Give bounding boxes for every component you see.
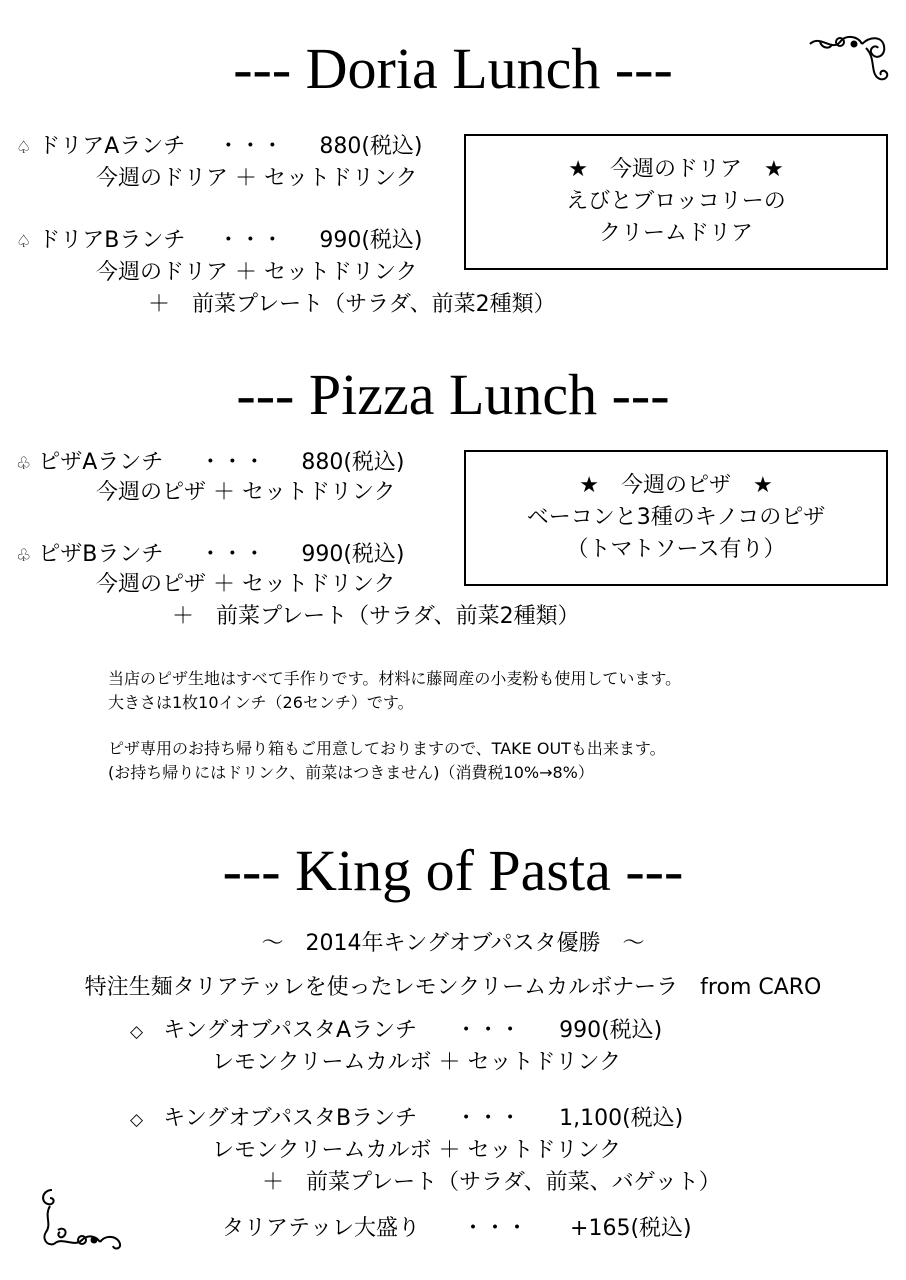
pizza-note: (お持ち帰りにはドリンク、前菜はつきません)（消費税10%→8%） (108, 763, 594, 782)
club-outline-icon: ♧ (16, 454, 32, 474)
item-dots: ・・・ (199, 450, 266, 475)
pasta-item-b-desc-1: レモンクリームカルボ ＋ セットドリンク (212, 1138, 622, 1163)
pasta-item-b (130, 1106, 683, 1132)
special-heading: ★ 今週のドリア ★ (568, 157, 784, 183)
doria-item-b-desc-1: 今週のドリア ＋ セットドリンク (96, 260, 418, 285)
pizza-title: --- Pizza Lunch --- (236, 362, 670, 427)
pizza-note: ピザ専用のお持ち帰り箱もご用意しておりますので、TAKE OUTも出来ます。 (108, 739, 666, 758)
item-price: 1,100(税込) (559, 1106, 684, 1131)
pizza-note: 当店のピザ生地はすべて手作りです。材料に藤岡産の小麦粉も使用しています。 (108, 669, 682, 688)
item-dots: ・・・ (462, 1216, 529, 1241)
special-line: ベーコンと3種のキノコのピザ (526, 505, 826, 531)
item-name: ピザAランチ (38, 450, 164, 475)
pasta-item-a-desc: レモンクリームカルボ ＋ セットドリンク (212, 1050, 622, 1075)
item-price: 990(税込) (301, 542, 405, 567)
doria-title: --- Doria Lunch --- (233, 36, 673, 101)
pizza-note: 大きさは1枚10インチ（26センチ）です。 (108, 693, 414, 712)
doria-special-box (464, 134, 888, 270)
item-name: タリアテッレ大盛り (222, 1216, 421, 1241)
item-price: +165(税込) (570, 1216, 692, 1241)
doria-item-a (16, 134, 423, 160)
item-name: ドリアBランチ (38, 228, 186, 253)
diamond-outline-icon: ◇ (130, 1022, 144, 1042)
special-heading: ★ 今週のピザ ★ (579, 473, 773, 499)
diamond-outline-icon: ◇ (130, 1110, 144, 1130)
pizza-item-b-desc-2: ＋ 前菜プレート（サラダ、前菜2種類） (172, 604, 580, 629)
item-dots: ・・・ (217, 228, 284, 253)
pizza-item-a (16, 450, 405, 476)
item-dots: ・・・ (455, 1018, 522, 1043)
item-name: キングオブパスタBランチ (163, 1106, 418, 1131)
special-line: えびとブロッコリーの (566, 189, 786, 215)
pizza-item-b-desc-1: 今週のピザ ＋ セットドリンク (96, 572, 396, 597)
item-price: 880(税込) (301, 450, 405, 475)
flourish-icon (806, 30, 892, 92)
doria-item-b-desc-2: ＋ 前菜プレート（サラダ、前菜2種類） (148, 292, 556, 317)
flourish-icon (34, 1186, 126, 1252)
item-dots: ・・・ (217, 134, 284, 159)
pasta-item-a (130, 1018, 662, 1044)
pasta-tagline: 特注生麺タリアテッレを使ったレモンクリームカルボナーラ from CARO (84, 975, 822, 1000)
pizza-item-a-desc: 今週のピザ ＋ セットドリンク (96, 480, 396, 505)
item-name: ドリアAランチ (38, 134, 186, 159)
item-price: 880(税込) (319, 134, 423, 159)
doria-item-b (16, 228, 423, 254)
pasta-title: --- King of Pasta --- (222, 838, 684, 903)
pizza-item-b (16, 542, 405, 568)
spade-outline-icon: ♤ (16, 138, 32, 158)
item-name: ピザBランチ (38, 542, 164, 567)
spade-outline-icon: ♤ (16, 232, 32, 252)
club-outline-icon: ♧ (16, 546, 32, 566)
item-price: 990(税込) (559, 1018, 663, 1043)
item-name: キングオブパスタAランチ (163, 1018, 418, 1043)
special-line: クリームドリア (598, 220, 753, 246)
item-price: 990(税込) (319, 228, 423, 253)
pizza-special-box (464, 450, 888, 586)
doria-item-a-desc: 今週のドリア ＋ セットドリンク (96, 166, 418, 191)
item-dots: ・・・ (455, 1106, 522, 1131)
pasta-item-b-desc-2: ＋ 前菜プレート（サラダ、前菜、バゲット） (262, 1170, 721, 1195)
item-dots: ・・・ (199, 542, 266, 567)
pasta-award: ～ 2014年キングオブパスタ優勝 ～ (261, 931, 645, 956)
special-line: （トマトソース有り） (566, 536, 786, 562)
pasta-extra (222, 1216, 692, 1242)
